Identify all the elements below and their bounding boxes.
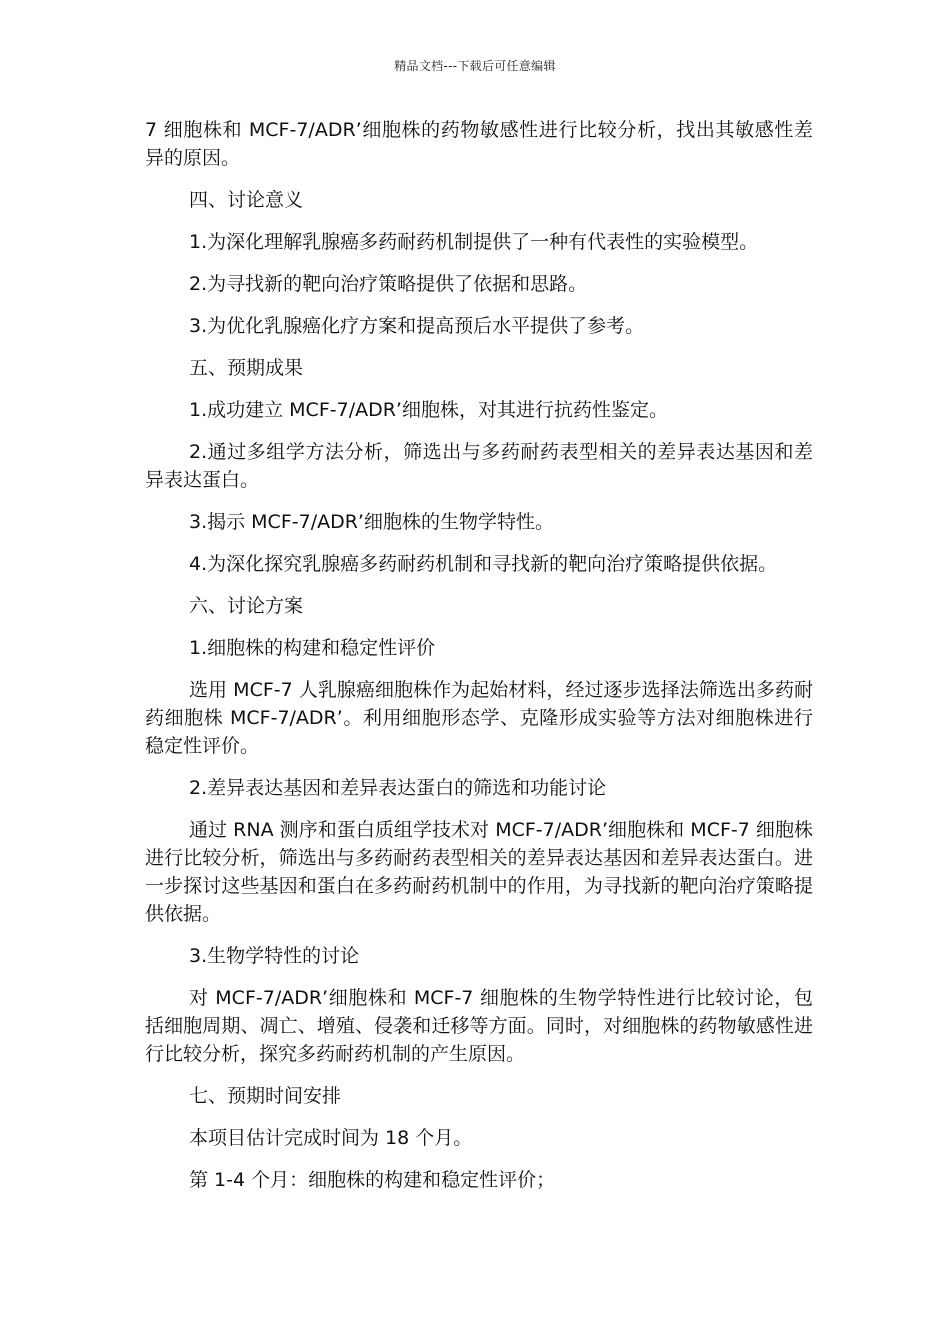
paragraph-differential-expression: 通过 RNA 测序和蛋白质组学技术对 MCF-7/ADR’细胞株和 MCF-7 细胞株进行比较分析，筛选出与多药耐药表型相关的差异表达基因和差异表达蛋白。进一步探讨这些基因和蛋白在多药耐药机制中的作用，为寻找新的靶向治疗策略提供依据。 [145,819,813,925]
paragraph-biological-characteristics: 对 MCF-7/ADR’细胞株和 MCF-7 细胞株的生物学特性进行比较讨论，包括细胞周期、凋亡、增殖、侵袭和迁移等方面。同时，对细胞株的药物敏感性进行比较分析，探究多药耐药机制的产生原因。 [145,987,813,1065]
subheading-differential-expression: 2.差异表达基因和差异表达蛋白的筛选和功能讨论 [189,777,607,799]
paragraph-result-3: 3.揭示 MCF-7/ADR’细胞株的生物学特性。 [189,511,554,533]
paragraph-continuation: 7 细胞株和 MCF-7/ADR’细胞株的药物敏感性进行比较分析，找出其敏感性差异的原因。 [145,119,813,169]
paragraph-significance-3: 3.为优化乳腺癌化疗方案和提高预后水平提供了参考。 [189,315,645,337]
paragraph-cell-line-construction: 选用 MCF-7 人乳腺癌细胞株作为起始材料，经过逐步选择法筛选出多药耐药细胞株 MCF-7/ADR’。利用细胞形态学、克隆形成实验等方法对细胞株进行稳定性评价。 [145,679,813,757]
document-body [145,116,813,1208]
subheading-biological-characteristics: 3.生物学特性的讨论 [189,945,360,967]
paragraph-result-1: 1.成功建立 MCF-7/ADR’细胞株，对其进行抗药性鉴定。 [189,399,668,421]
section-heading-significance: 四、讨论意义 [189,189,304,211]
subheading-cell-line-construction: 1.细胞株的构建和稳定性评价 [189,637,436,659]
paragraph-significance-1: 1.为深化理解乳腺癌多药耐药机制提供了一种有代表性的实验模型。 [189,231,759,253]
paragraph-timeline-phase-1: 第 1-4 个月：细胞株的构建和稳定性评价； [189,1169,556,1191]
section-heading-timeline: 七、预期时间安排 [189,1085,342,1107]
section-heading-expected-results: 五、预期成果 [189,357,304,379]
page-header: 精品文档---下载后可任意编辑 [394,59,556,73]
paragraph-significance-2: 2.为寻找新的靶向治疗策略提供了依据和思路。 [189,273,588,295]
paragraph-timeline-total: 本项目估计完成时间为 18 个月。 [189,1127,473,1149]
paragraph-result-2: 2.通过多组学方法分析，筛选出与多药耐药表型相关的差异表达基因和差异表达蛋白。 [145,441,813,491]
section-heading-research-plan: 六、讨论方案 [189,595,304,617]
paragraph-result-4: 4.为深化探究乳腺癌多药耐药机制和寻找新的靶向治疗策略提供依据。 [189,553,778,575]
